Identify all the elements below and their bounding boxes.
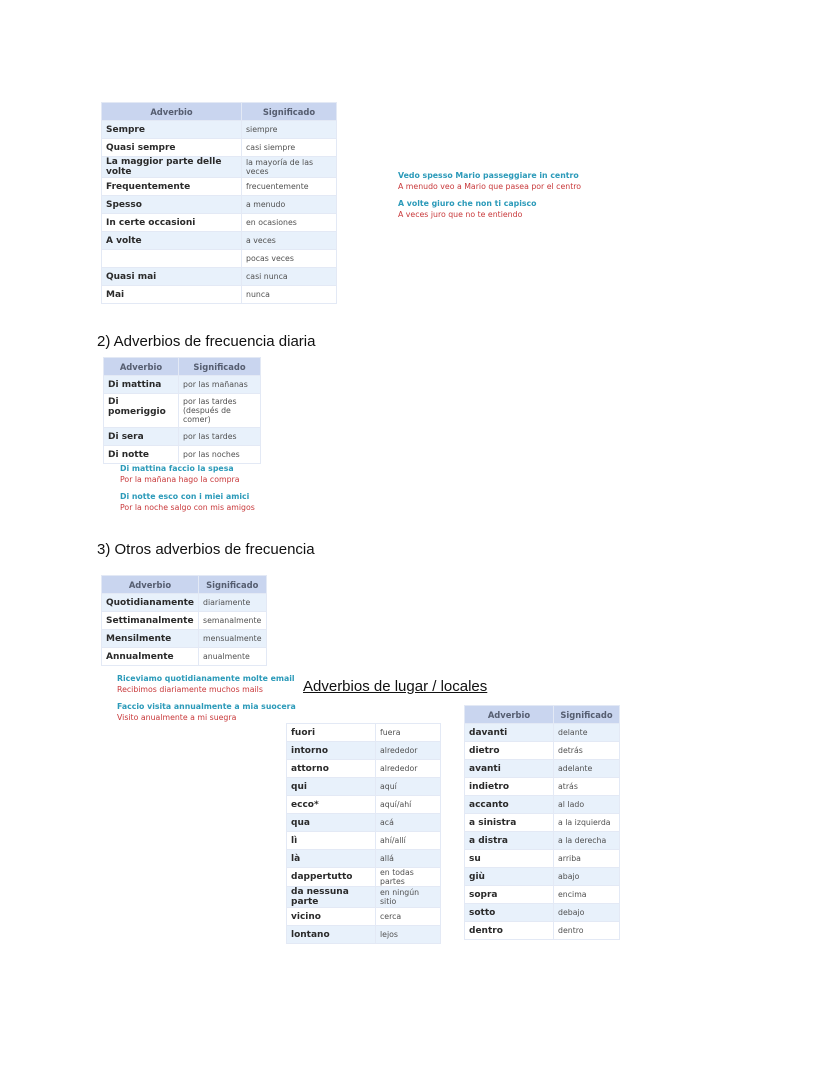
adverb-cell: giù [465,868,554,886]
table-row [102,139,337,157]
table-row [465,832,620,850]
table-row [102,196,337,214]
section-title: Adverbios de lugar / locales [303,678,488,695]
meaning-cell: detrás [554,742,620,760]
meaning-cell: en ningún sitio [376,887,441,908]
example-spanish: A veces juro que no te entiendo [398,210,523,219]
column-header: Significado [554,706,620,724]
table-header-row [465,706,620,724]
example-italian: Riceviamo quotidianamente molte email [117,674,295,683]
adverb-cell: sopra [465,886,554,904]
meaning-cell: al lado [554,796,620,814]
example-italian: A volte giuro che non ti capisco [398,199,537,208]
meaning-cell: alrededor [376,742,441,760]
examples-frequency [398,170,581,220]
adverb-cell: davanti [465,724,554,742]
adverb-cell: Quasi sempre [102,139,242,157]
meaning-cell: acá [376,814,441,832]
meaning-cell: casi nunca [242,268,337,286]
table-row [465,850,620,868]
adverb-cell: indietro [465,778,554,796]
table-row [287,778,441,796]
table-row [287,796,441,814]
adverb-cell: A volte [102,232,242,250]
adverb-cell: Frequentemente [102,178,242,196]
adverb-cell: In certe occasioni [102,214,242,232]
meaning-cell: atrás [554,778,620,796]
meaning-cell: delante [554,724,620,742]
adverb-cell: lì [287,832,376,850]
meaning-cell: frecuentemente [242,178,337,196]
adverb-cell: là [287,850,376,868]
column-header: Adverbio [102,103,242,121]
adverb-cell: Di pomeriggio [104,394,179,428]
meaning-cell: dentro [554,922,620,940]
meaning-cell: aquí [376,778,441,796]
meaning-cell: siempre [242,121,337,139]
meaning-cell: por las mañanas [179,376,261,394]
table-row [465,886,620,904]
daily-frequency-table [103,357,261,464]
adverb-cell: accanto [465,796,554,814]
adverb-cell: Spesso [102,196,242,214]
adverb-cell: Mai [102,286,242,304]
table-row [102,268,337,286]
adverb-cell: a distra [465,832,554,850]
adverb-cell: Settimanalmente [102,612,199,630]
adverb-cell: dappertutto [287,868,376,887]
table-header-row [102,103,337,121]
meaning-cell: adelante [554,760,620,778]
table-row [287,760,441,778]
example-spanish: Recibimos diariamente muchos mails [117,685,263,694]
meaning-cell: semanalmente [199,612,266,630]
meaning-cell: diariamente [199,594,266,612]
meaning-cell: aquí/ahí [376,796,441,814]
table-row [287,908,441,926]
example-spanish: Por la noche salgo con mis amigos [120,503,255,512]
adverb-cell: su [465,850,554,868]
meaning-cell: casi siempre [242,139,337,157]
table-row [287,850,441,868]
adverb-cell: dietro [465,742,554,760]
meaning-cell: anualmente [199,648,266,666]
column-header: Adverbio [104,358,179,376]
column-header: Significado [199,576,266,594]
adverb-cell: ecco* [287,796,376,814]
meaning-cell: lejos [376,926,441,944]
adverb-cell: qui [287,778,376,796]
table-row [287,742,441,760]
table-header-row [102,576,267,594]
meaning-cell: pocas veces [242,250,337,268]
meaning-cell: alrededor [376,760,441,778]
adverb-cell: Sempre [102,121,242,139]
meaning-cell: fuera [376,724,441,742]
table-row [287,926,441,944]
section-title: 2) Adverbios de frecuencia diaria [97,333,316,350]
table-row [287,868,441,887]
table-row [465,814,620,832]
adverb-cell: attorno [287,760,376,778]
example-spanish: A menudo veo a Mario que pasea por el centro [398,182,582,191]
adverb-cell: intorno [287,742,376,760]
table-row [104,428,261,446]
adverb-cell: La maggior parte delle volte [102,157,242,178]
table-row [287,814,441,832]
meaning-cell: nunca [242,286,337,304]
column-header: Significado [242,103,337,121]
meaning-cell: debajo [554,904,620,922]
table-row [287,724,441,742]
table-row [287,832,441,850]
adverb-cell: fuori [287,724,376,742]
adverb-cell: avanti [465,760,554,778]
place-table-right [464,705,620,940]
meaning-cell: arriba [554,850,620,868]
meaning-cell: encima [554,886,620,904]
adverb-cell: sotto [465,904,554,922]
adverb-cell: vicino [287,908,376,926]
adverb-cell: dentro [465,922,554,940]
table-row [465,778,620,796]
meaning-cell: allá [376,850,441,868]
meaning-cell: por las tardes [179,428,261,446]
example-spanish: Por la mañana hago la compra [120,475,240,484]
table-row [102,121,337,139]
meaning-cell: a menudo [242,196,337,214]
meaning-cell: a la izquierda [554,814,620,832]
table-row [465,742,620,760]
table-row [104,394,261,428]
table-row [104,376,261,394]
meaning-cell: ahí/allí [376,832,441,850]
example-italian: Di notte esco con i miei amici [120,492,250,501]
meaning-cell: mensualmente [199,630,266,648]
adverb-cell: da nessuna parte [287,887,376,908]
example-spanish: Visito anualmente a mi suegra [117,713,237,722]
meaning-cell: por las noches [179,446,261,464]
meaning-cell: la mayoría de las veces [242,157,337,178]
example-italian: Vedo spesso Mario passeggiare in centro [398,171,579,180]
meaning-cell: por las tardes (después de comer) [179,394,261,428]
table-row [465,724,620,742]
table-row [102,250,337,268]
adverb-cell [102,250,242,268]
table-row [465,922,620,940]
table-row [104,446,261,464]
meaning-cell: abajo [554,868,620,886]
table-row [465,760,620,778]
meaning-cell: a veces [242,232,337,250]
table-row [102,232,337,250]
adverb-cell: Mensilmente [102,630,199,648]
column-header: Adverbio [465,706,554,724]
meaning-cell: en ocasiones [242,214,337,232]
table-row [102,630,267,648]
table-row [102,178,337,196]
adverb-cell: Di sera [104,428,179,446]
section-title: 3) Otros adverbios de frecuencia [97,541,315,558]
meaning-cell: cerca [376,908,441,926]
table-header-row [104,358,261,376]
table-row [102,612,267,630]
frequency-table [101,102,337,304]
table-row [102,594,267,612]
table-row [465,904,620,922]
adverb-cell: qua [287,814,376,832]
table-row [102,286,337,304]
column-header: Adverbio [102,576,199,594]
meaning-cell: en todas partes [376,868,441,887]
adverb-cell: lontano [287,926,376,944]
place-table-left [286,723,441,944]
table-row [102,214,337,232]
table-row [102,157,337,178]
example-italian: Di mattina faccio la spesa [120,464,234,473]
adverb-cell: Annualmente [102,648,199,666]
table-row [102,648,267,666]
table-row [465,796,620,814]
adverb-cell: Quotidianamente [102,594,199,612]
adverb-cell: Quasi mai [102,268,242,286]
column-header: Significado [179,358,261,376]
table-row [287,887,441,908]
other-frequency-table [101,575,267,666]
examples-daily [120,463,255,513]
meaning-cell: a la derecha [554,832,620,850]
adverb-cell: Di mattina [104,376,179,394]
examples-other [117,673,296,723]
adverb-cell: a sinistra [465,814,554,832]
table-row [465,868,620,886]
adverb-cell: Di notte [104,446,179,464]
example-italian: Faccio visita annualmente a mia suocera [117,702,296,711]
